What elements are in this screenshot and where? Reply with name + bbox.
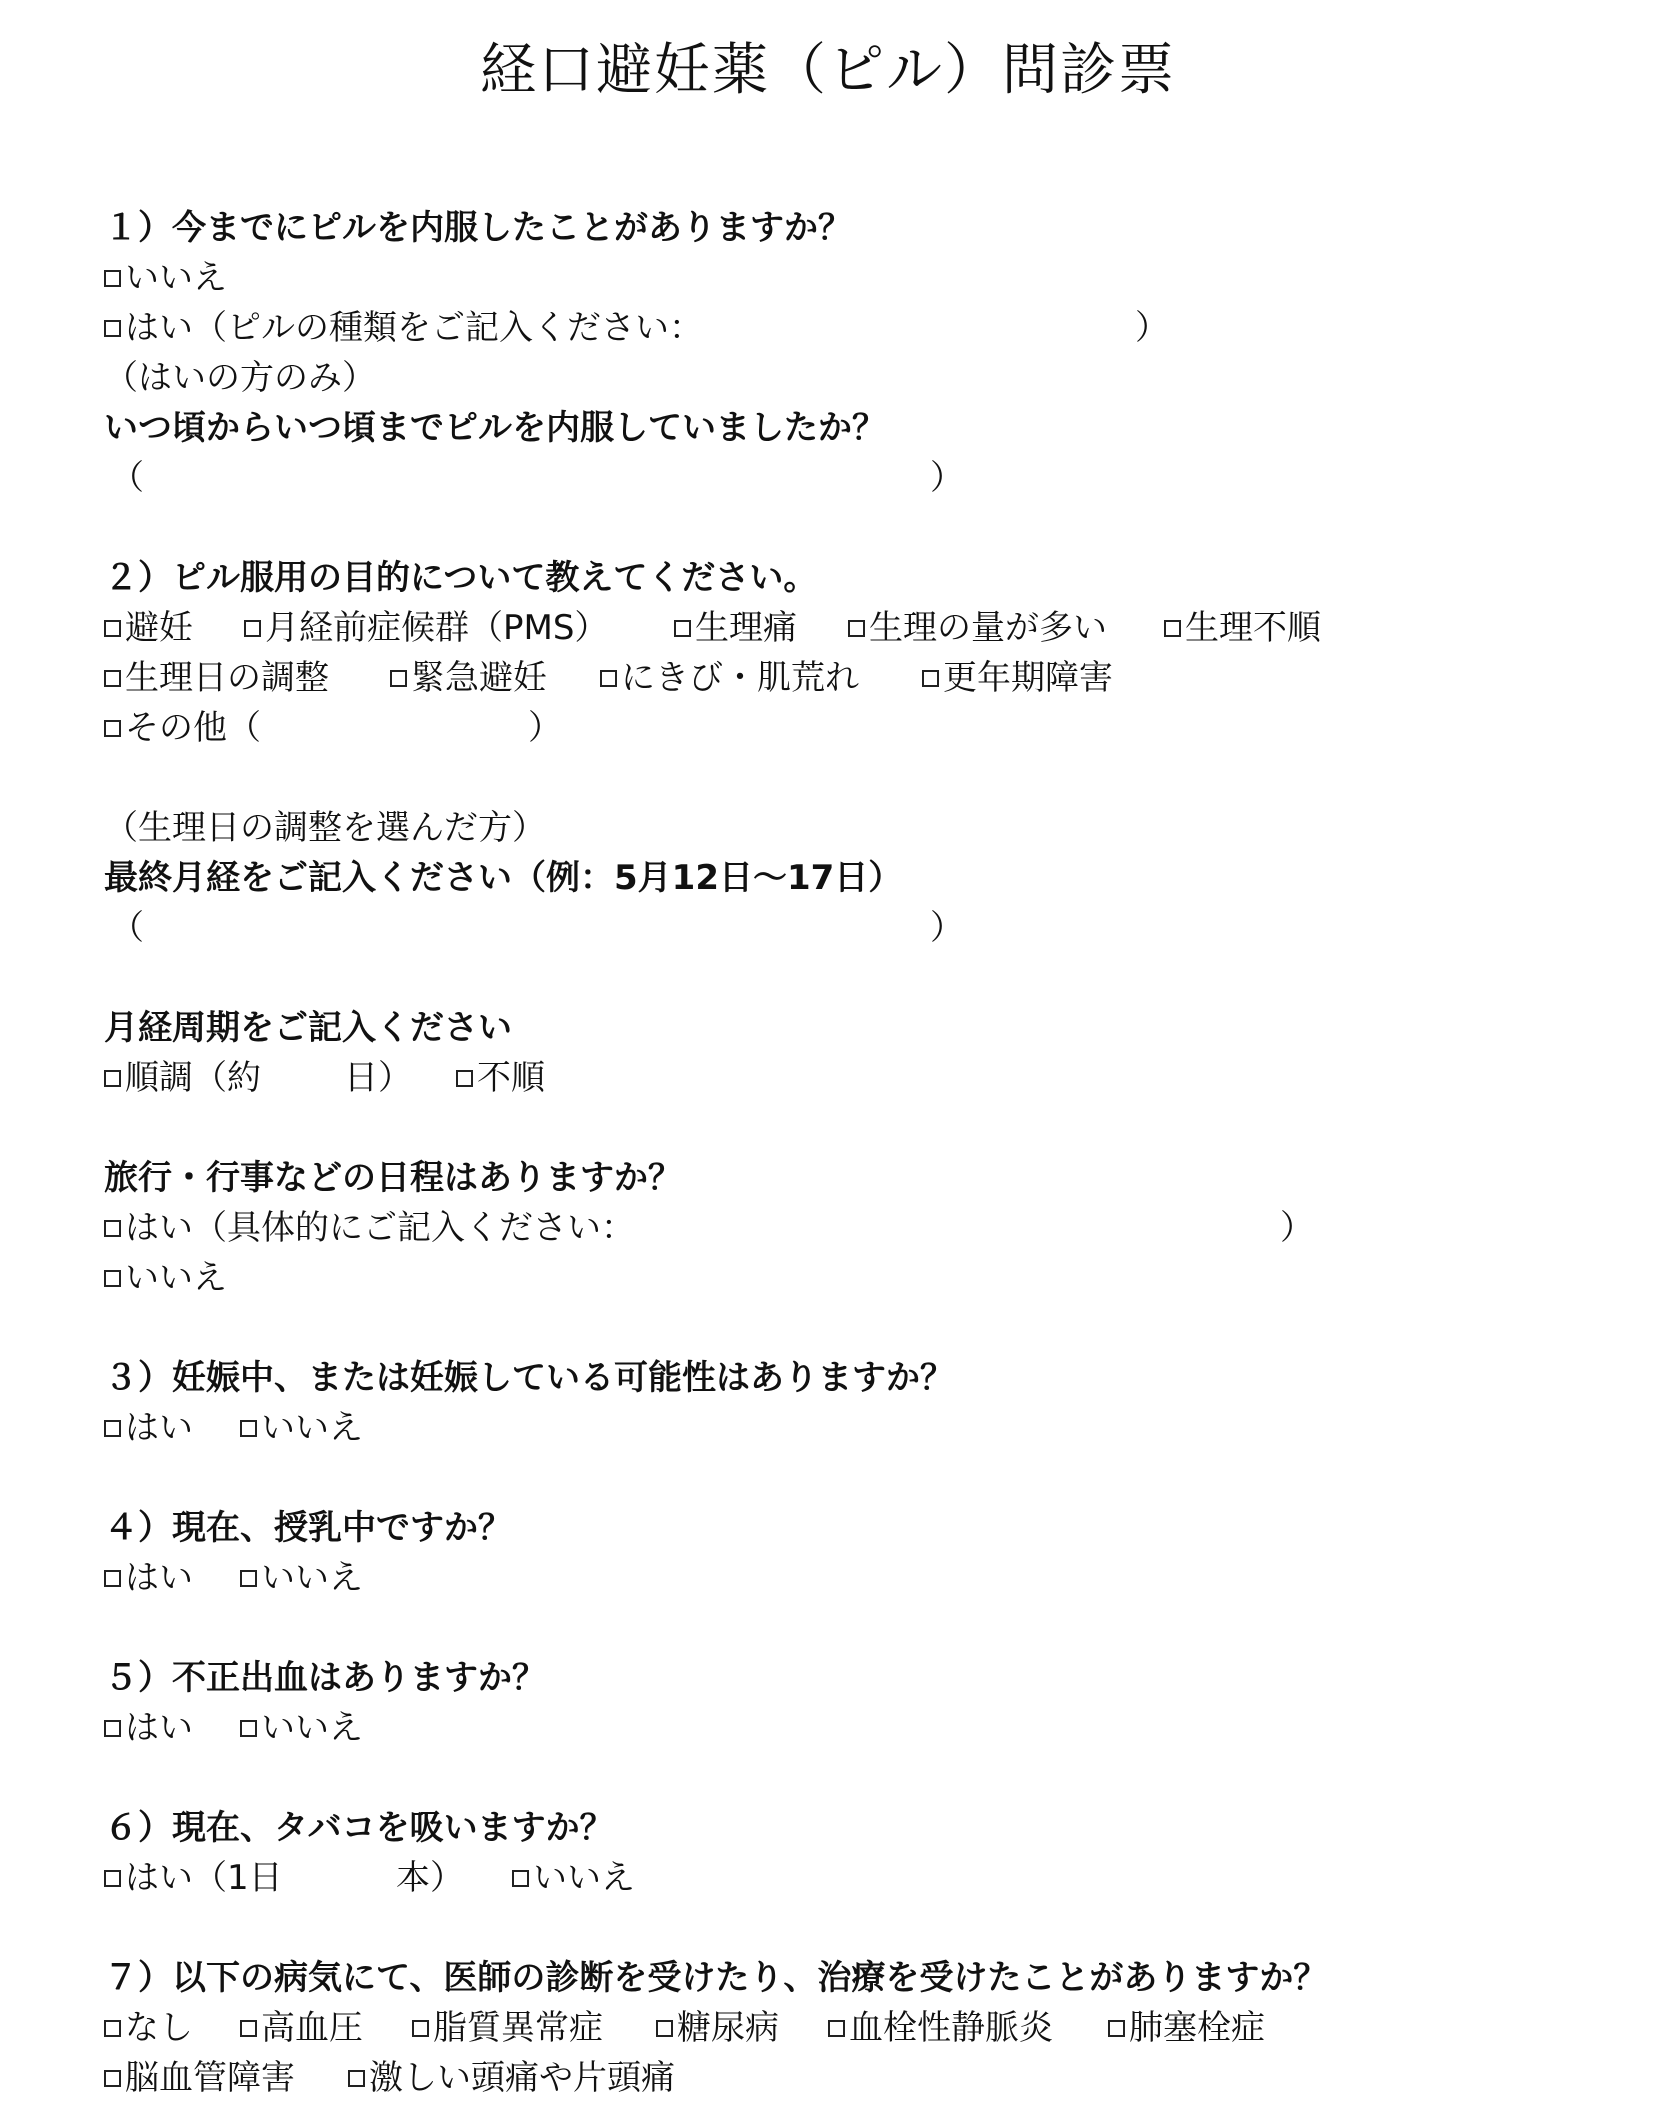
- checkbox[interactable]: [656, 2020, 673, 2037]
- no-option[interactable]: いいえ: [240, 1558, 363, 1598]
- q7-option[interactable]: 血栓性静脈炎: [828, 2008, 1108, 2048]
- checkbox[interactable]: [104, 1220, 121, 1237]
- q2-travel-question: 旅行・行事などの日程はありますか？: [104, 1158, 682, 1198]
- checkbox[interactable]: [104, 1720, 121, 1737]
- checkbox[interactable]: [104, 2020, 121, 2037]
- q2-last-period-close: ）: [930, 908, 964, 948]
- checkbox[interactable]: [412, 2020, 429, 2037]
- checkbox[interactable]: [348, 2070, 365, 2087]
- q1-yes-option[interactable]: はい（ピルの種類をご記入ください：: [104, 308, 703, 348]
- q2-cycle-options: [104, 1058, 545, 1098]
- checkbox[interactable]: [244, 620, 261, 637]
- q2-option[interactable]: 生理の量が多い: [848, 608, 1164, 648]
- q1-answer-open: （: [110, 458, 144, 498]
- checkbox[interactable]: [512, 1870, 529, 1887]
- q2-other-close: ）: [528, 708, 562, 748]
- q2-option[interactable]: 緊急避妊: [390, 658, 600, 698]
- checkbox[interactable]: [104, 2070, 121, 2087]
- q4-options: [104, 1558, 363, 1598]
- checkbox[interactable]: [922, 670, 939, 687]
- yes-option[interactable]: はい: [104, 1708, 240, 1748]
- checkbox[interactable]: [240, 1420, 257, 1437]
- q6-question: ６）現在、タバコを吸いますか？: [104, 1808, 614, 1848]
- q2-option[interactable]: 生理不順: [1164, 608, 1321, 648]
- q7-option[interactable]: 高血圧: [240, 2008, 412, 2048]
- q3-options: [104, 1408, 363, 1448]
- checkbox[interactable]: [1164, 620, 1181, 637]
- q1-no-option[interactable]: いいえ: [104, 258, 227, 298]
- yes-option[interactable]: はい: [104, 1408, 240, 1448]
- no-option[interactable]: いいえ: [240, 1708, 363, 1748]
- checkbox[interactable]: [828, 2020, 845, 2037]
- checkbox[interactable]: [1108, 2020, 1125, 2037]
- q2-other-option[interactable]: その他（: [104, 708, 261, 748]
- q7-option[interactable]: 糖尿病: [656, 2008, 828, 2048]
- q5-question: ５）不正出血はありますか？: [104, 1658, 546, 1698]
- yes-option[interactable]: はい（1日: [104, 1858, 396, 1898]
- q1-note: （はいの方のみ）: [104, 358, 376, 398]
- q2-question: ２）ピル服用の目的について教えてください。: [104, 558, 818, 598]
- q7-question: ７）以下の病気にて、医師の診断を受けたり、治療を受けたことがありますか？: [104, 1958, 1328, 1998]
- checkbox[interactable]: [104, 320, 121, 337]
- q2-period-note: （生理日の調整を選んだ方）: [104, 808, 546, 848]
- q7-options-row2: [104, 2058, 675, 2098]
- form-title: 経口避妊薬（ピル）問診票: [480, 38, 1176, 103]
- checkbox[interactable]: [104, 1420, 121, 1437]
- checkbox[interactable]: [104, 620, 121, 637]
- q2-options-row2: [104, 658, 1113, 698]
- q7-option[interactable]: 激しい頭痛や片頭痛: [348, 2058, 675, 2098]
- q2-option[interactable]: 更年期障害: [922, 658, 1113, 698]
- checkbox[interactable]: [240, 2020, 257, 2037]
- checkbox[interactable]: [456, 1070, 473, 1087]
- q2-travel-no-option[interactable]: いいえ: [104, 1258, 227, 1298]
- yes-option[interactable]: はい: [104, 1558, 240, 1598]
- checkbox[interactable]: [848, 620, 865, 637]
- checkbox[interactable]: [104, 1270, 121, 1287]
- q7-option[interactable]: 脂質異常症: [412, 2008, 656, 2048]
- q2-option[interactable]: 月経前症候群（PMS）: [244, 608, 674, 648]
- checkbox[interactable]: [240, 1570, 257, 1587]
- q4-question: ４）現在、授乳中ですか？: [104, 1508, 512, 1548]
- q2-options-row1: [104, 608, 1321, 648]
- q1-answer-close: ）: [930, 458, 964, 498]
- q6-options: [104, 1858, 635, 1898]
- q2-travel-close: ）: [1280, 1208, 1314, 1248]
- checkbox[interactable]: [104, 670, 121, 687]
- q2-cycle-question: 月経周期をご記入ください: [104, 1008, 512, 1048]
- cycle-irregular-option[interactable]: 不順: [456, 1058, 545, 1098]
- q2-option[interactable]: 生理日の調整: [104, 658, 390, 698]
- q7-options-row1: [104, 2008, 1265, 2048]
- q2-last-period-open: （: [110, 908, 144, 948]
- cigarette-unit: 本）: [396, 1858, 464, 1898]
- cycle-regular-option[interactable]: 順調（約: [104, 1058, 344, 1098]
- checkbox[interactable]: [104, 1570, 121, 1587]
- q1-sub-question: いつ頃からいつ頃までピルを内服していましたか？: [104, 408, 886, 448]
- no-option[interactable]: いいえ: [240, 1408, 363, 1448]
- q1-question: １）今までにピルを内服したことがありますか？: [104, 208, 852, 248]
- no-option[interactable]: いいえ: [512, 1858, 635, 1898]
- checkbox[interactable]: [104, 1870, 121, 1887]
- q1-yes-close-paren: ）: [1135, 308, 1169, 348]
- checkbox[interactable]: [104, 1070, 121, 1087]
- checkbox[interactable]: [674, 620, 691, 637]
- q3-question: ３）妊娠中、または妊娠している可能性はありますか？: [104, 1358, 954, 1398]
- checkbox[interactable]: [600, 670, 617, 687]
- q2-travel-yes-option[interactable]: はい（具体的にご記入ください：: [104, 1208, 635, 1248]
- q7-option[interactable]: 脳血管障害: [104, 2058, 348, 2098]
- q2-option[interactable]: 生理痛: [674, 608, 848, 648]
- q2-option[interactable]: 避妊: [104, 608, 244, 648]
- checkbox[interactable]: [104, 720, 121, 737]
- q2-option[interactable]: にきび・肌荒れ: [600, 658, 922, 698]
- q7-option[interactable]: 肺塞栓症: [1108, 2008, 1265, 2048]
- checkbox[interactable]: [240, 1720, 257, 1737]
- q5-options: [104, 1708, 363, 1748]
- checkbox[interactable]: [104, 270, 121, 287]
- checkbox[interactable]: [390, 670, 407, 687]
- q2-last-period-question: 最終月経をご記入ください（例：5月12日〜17日）: [104, 858, 903, 898]
- cycle-day: 日）: [344, 1058, 412, 1098]
- q7-option[interactable]: なし: [104, 2008, 240, 2048]
